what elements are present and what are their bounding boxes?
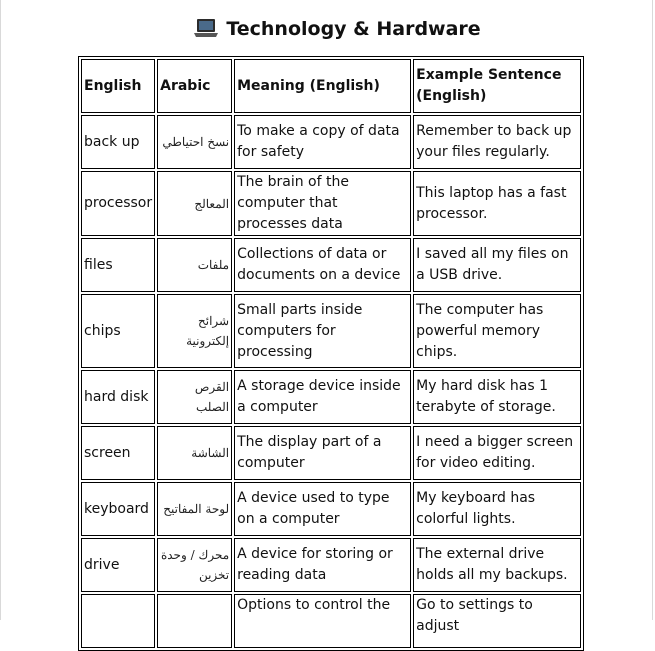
header-arabic: Arabic — [157, 59, 232, 113]
cell-meaning: A storage device inside a computer — [234, 370, 411, 424]
table-row — [81, 370, 581, 424]
table-row — [81, 238, 581, 292]
cell-meaning: To make a copy of data for safety — [234, 115, 411, 169]
cell-example: Remember to back up your files regularly. — [413, 115, 581, 169]
table-row — [81, 482, 581, 536]
cell-english: hard disk — [81, 370, 155, 424]
header-english: English — [81, 59, 155, 113]
cell-example: This laptop has a fast processor. — [413, 171, 581, 236]
cell-example: The external drive holds all my backups. — [413, 538, 581, 592]
table-row — [81, 594, 581, 648]
cell-example: My keyboard has colorful lights. — [413, 482, 581, 536]
cell-example: I need a bigger screen for video editing. — [413, 426, 581, 480]
cell-example: The computer has powerful memory chips. — [413, 294, 581, 368]
page-title — [0, 18, 655, 43]
title-text: Technology & Hardware — [226, 18, 481, 40]
cell-meaning: A device used to type on a computer — [234, 482, 411, 536]
cell-english: files — [81, 238, 155, 292]
table-row — [81, 171, 581, 236]
cell-arabic: المعالج — [157, 171, 232, 236]
cell-meaning: Small parts inside computers for processing — [234, 294, 411, 368]
cell-english: back up — [81, 115, 155, 169]
cell-example: Go to settings to adjust — [413, 594, 581, 648]
cell-arabic: محرك / وحدة تخزين — [157, 538, 232, 592]
table-row — [81, 538, 581, 592]
table-row — [81, 426, 581, 480]
cell-arabic: ملفات — [157, 238, 232, 292]
vocabulary-table — [78, 56, 584, 651]
cell-meaning: Collections of data or documents on a device — [234, 238, 411, 292]
cell-meaning: Options to control the — [234, 594, 411, 648]
cell-english — [81, 594, 155, 648]
header-example: Example Sentence (English) — [413, 59, 581, 113]
table-row — [81, 294, 581, 368]
cell-arabic: لوحة المفاتيح — [157, 482, 232, 536]
header-meaning: Meaning (English) — [234, 59, 411, 113]
cell-arabic: الشاشة — [157, 426, 232, 480]
laptop-icon — [194, 18, 218, 43]
cell-arabic — [157, 594, 232, 648]
cell-arabic: القرص الصلب — [157, 370, 232, 424]
cell-arabic: نسخ احتياطي — [157, 115, 232, 169]
table-row — [81, 115, 581, 169]
header-row — [81, 59, 581, 113]
cell-english: chips — [81, 294, 155, 368]
cell-english: drive — [81, 538, 155, 592]
cell-meaning: The display part of a computer — [234, 426, 411, 480]
cell-example: My hard disk has 1 terabyte of storage. — [413, 370, 581, 424]
cell-example: I saved all my files on a USB drive. — [413, 238, 581, 292]
cell-english: screen — [81, 426, 155, 480]
cell-arabic: شرائح إلكترونية — [157, 294, 232, 368]
cell-english: keyboard — [81, 482, 155, 536]
cell-meaning: A device for storing or reading data — [234, 538, 411, 592]
cell-meaning: The brain of the computer that processes data — [234, 171, 411, 236]
cell-english: processor — [81, 171, 155, 236]
